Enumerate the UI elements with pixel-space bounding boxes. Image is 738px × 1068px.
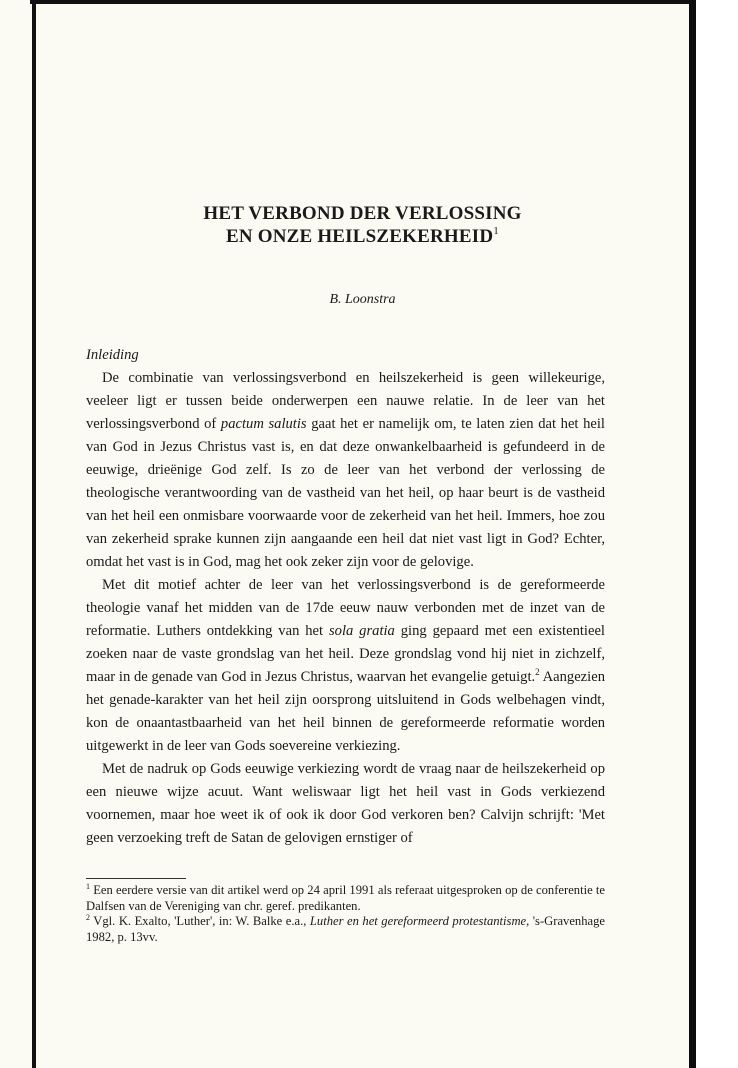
paragraph-1-italic: pactum salutis <box>220 416 307 432</box>
title-footnote-ref[interactable]: 1 <box>493 225 499 237</box>
paragraph-2 <box>86 574 605 758</box>
paragraph-3 <box>86 758 605 850</box>
footnote-2-text-b: , 's-Gravenhage 1982, p. 13vv. <box>86 914 605 944</box>
title-text-2: EN ONZE HEILSZEKERHEID <box>225 226 494 247</box>
title-text-1: HET VERBOND DER VERLOSSING <box>203 203 522 224</box>
footnote-2-number: 2 <box>86 913 90 922</box>
paragraph-2-italic: sola gratia <box>328 623 395 639</box>
paragraph-1-text-a: De combinatie van verlossingsverbond en heilszekerheid is geen willekeurige, veeleer ligt er tussen beide onderwerpen een nauwe relatie. In de leer van het verlossingsverbond of <box>86 370 605 432</box>
footnote-1 <box>86 883 605 914</box>
article-title-line-2 <box>36 225 689 248</box>
footnote-2-text-a: Vgl. K. Exalto, 'Luther', in: W. Balke e.a., <box>90 914 310 928</box>
footnote-1-number: 1 <box>86 882 90 891</box>
paragraph-2-text-b: ging gepaard met een existentieel zoeken naar de vaste grondslag van het heil. Deze grondslag vond hij niet in zichzelf, maar in de genade van God in Jezus Christus, waarvan het evangelie getuigt. <box>86 623 605 685</box>
scan-margin-right <box>696 0 738 1068</box>
paragraph-1-text-b: gaat het er namelijk om, te laten zien dat het heil van God in Jezus Christus vast is, en dat deze onwankelbaarheid is gefundeerd in de eeuwige, drieënige God zelf. Is zo de leer van het verbond der verlossing de theologische verantwoording van de vastheid van het heil, op haar beurt is de vastheid van het heil een onmisbare voorwaarde voor de zekerheid van het heil. Immers, hoe zou van zekerheid sprake kunnen zijn aangaande een heil dat niet vast ligt in God? Echter, omdat het vast is in God, mag het ook zeker zijn voor de gelovige. <box>86 416 605 570</box>
paragraph-2-text-c: Aangezien het genade-karakter van het heil zijn oorsprong uitsluitend in Gods welbehagen vindt, kon de onaantastbaarheid van het heil binnen de gereformeerde reformatie worden uitgewerkt in de leer van Gods soevereine verkiezing. <box>86 669 605 754</box>
footnote-divider <box>86 878 186 879</box>
paragraph-3-text: Met de nadruk op Gods eeuwige verkiezing wordt de vraag naar de heilszekerheid op een nieuwe wijze acuut. Want weliswaar ligt het heil vast in Gods verkiezend voornemen, maar hoe weet ik of ook ik door God verkoren ben? Calvijn schrijft: 'Met geen verzoeking treft de Satan de gelovigen ernstiger of <box>86 761 605 846</box>
author-byline: B. Loonstra <box>329 292 396 307</box>
footnote-2 <box>86 914 605 945</box>
footnote-2-italic: Luther en het gereformeerd protestantisme <box>309 914 527 928</box>
paragraph-2-text-a: Met dit motief achter de leer van het verlossingsverbond is de gereformeerde theologie vanaf het midden van de 17de eeuw nauw verbonden met de inzet van de reformatie. Luthers ontdekking van het <box>86 577 605 639</box>
footnotes <box>86 883 605 945</box>
footnote-1-text: Een eerdere versie van dit artikel werd op 24 april 1991 als referaat uitgesproken op de conferentie te Dalfsen van de Vereniging van chr. geref. predikanten. <box>86 883 605 913</box>
paragraph-1 <box>86 367 605 574</box>
article-body <box>86 344 605 850</box>
footnote-ref-2[interactable]: 2 <box>535 667 540 677</box>
scan-edge-right <box>689 0 696 1068</box>
section-heading: Inleiding <box>86 347 139 363</box>
article-title-line-1 <box>36 202 689 225</box>
